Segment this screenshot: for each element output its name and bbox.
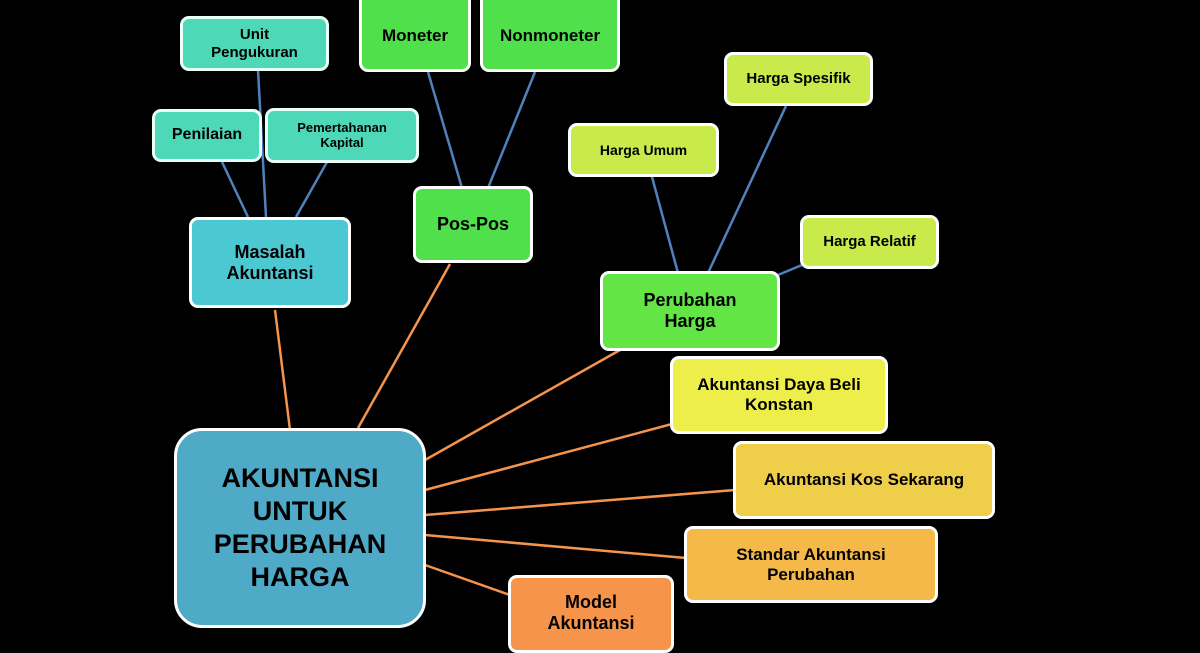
node-pos-pos: Pos-Pos [413,186,533,263]
node-perubahan-harga: Perubahan Harga [600,271,780,351]
connector-center-masalah [275,310,290,430]
connector-center-model [425,565,510,595]
connector-center-dayabeli [425,424,672,490]
node-pemertahanan-kapital: Pemertahanan Kapital [265,108,419,163]
connector-center-standar [425,535,686,558]
connector-center-kos [425,490,735,515]
connector-perubahan-umum [652,177,678,273]
node-harga-relatif: Harga Relatif [800,215,939,269]
node-penilaian: Penilaian [152,109,262,162]
connector-center-perubahan [425,350,620,460]
connector-perubahan-relatif [778,265,802,275]
connector-masalah-penilaian [222,162,248,217]
connector-masalah-pemertahanan [296,162,327,217]
connector-perubahan-spesifik [708,106,786,273]
node-akuntansi-daya-beli: Akuntansi Daya Beli Konstan [670,356,888,434]
node-standar-akuntansi: Standar Akuntansi Perubahan [684,526,938,603]
node-harga-spesifik: Harga Spesifik [724,52,873,106]
node-moneter: Moneter [359,0,471,72]
node-harga-umum: Harga Umum [568,123,719,177]
node-nonmoneter: Nonmoneter [480,0,620,72]
connector-pospos-moneter [428,72,462,188]
node-akuntansi-kos-sekarang: Akuntansi Kos Sekarang [733,441,995,519]
center-node: AKUNTANSI UNTUK PERUBAHAN HARGA [174,428,426,628]
connector-center-pospos [358,264,450,428]
node-unit-pengukuran: Unit Pengukuran [180,16,329,71]
node-model-akuntansi: Model Akuntansi [508,575,674,653]
node-masalah-akuntansi: Masalah Akuntansi [189,217,351,308]
connector-pospos-nonmoneter [488,72,535,188]
